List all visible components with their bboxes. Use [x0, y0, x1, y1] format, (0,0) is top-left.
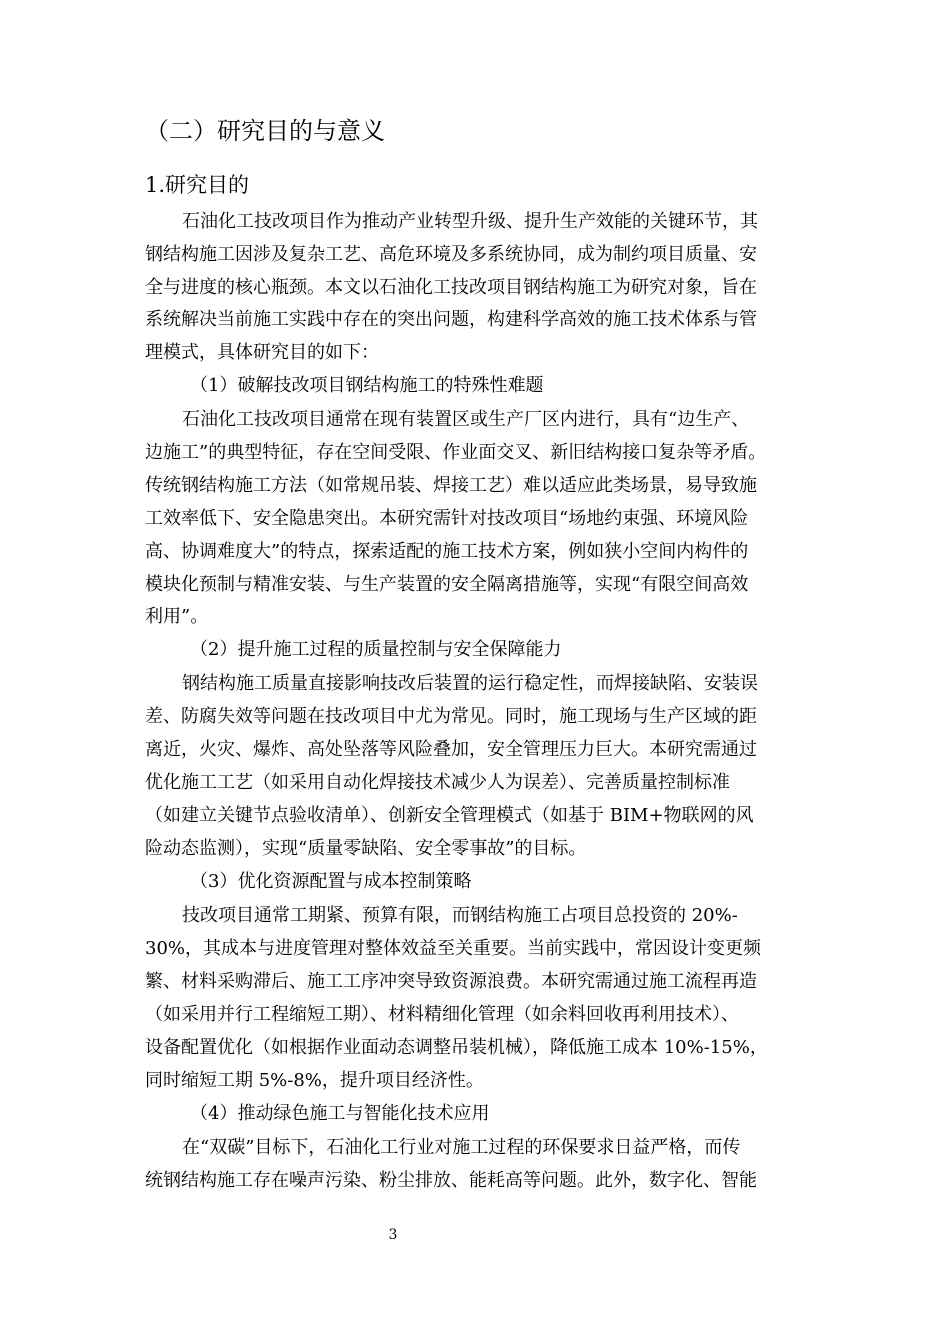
paragraph-line: 钢结构施工因涉及复杂工艺、高危环境及多系统协同，成为制约项目质量、安	[145, 244, 757, 265]
paragraph-line: 模块化预制与精准安装、与生产装置的安全隔离措施等，实现“有限空间高效	[145, 574, 749, 595]
page-number: 3	[388, 1227, 398, 1243]
paragraph-line: 系统解决当前施工实践中存在的突出问题，构建科学高效的施工技术体系与管	[145, 309, 757, 330]
paragraph-line: 石油化工技改项目作为推动产业转型升级、提升生产效能的关键环节，其	[182, 211, 758, 232]
subsection-heading: 1.研究目的	[145, 173, 250, 197]
paragraph-line: 钢结构施工质量直接影响技改后装置的运行稳定性，而焊接缺陷、安装误	[182, 673, 758, 694]
paragraph-line: 离近，火灾、爆炸、高处坠落等风险叠加，安全管理压力巨大。本研究需通过	[145, 739, 757, 760]
paragraph-line: 石油化工技改项目通常在现有装置区或生产厂区内进行，具有“边生产、	[182, 409, 750, 430]
paragraph-line: 同时缩短工期 5%-8%，提升项目经济性。	[145, 1070, 484, 1091]
list-item-heading: （4）推动绿色施工与智能化技术应用	[190, 1103, 490, 1124]
paragraph-line: 30%，其成本与进度管理对整体效益至关重要。当前实践中，常因设计变更频	[145, 938, 762, 959]
paragraph-line: 边施工”的典型特征，存在空间受限、作业面交叉、新旧结构接口复杂等矛盾。	[145, 442, 767, 463]
section-heading: （二）研究目的与意义	[145, 117, 385, 145]
paragraph-line: （如建立关键节点验收清单）、创新安全管理模式（如基于 BIM+物联网的风	[145, 805, 754, 826]
list-item-heading: （3）优化资源配置与成本控制策略	[190, 871, 472, 892]
paragraph-line: 统钢结构施工存在噪声污染、粉尘排放、能耗高等问题。此外，数字化、智能	[145, 1170, 757, 1191]
paragraph-line: 利用”。	[145, 606, 209, 627]
paragraph-line: 全与进度的核心瓶颈。本文以石油化工技改项目钢结构施工为研究对象，旨在	[145, 277, 757, 298]
list-item-heading: （1）破解技改项目钢结构施工的特殊性难题	[190, 375, 544, 396]
paragraph-line: 技改项目通常工期紧、预算有限，而钢结构施工占项目总投资的 20%-	[182, 905, 738, 926]
paragraph-line: （如采用并行工程缩短工期）、材料精细化管理（如余料回收再利用技术）、	[145, 1004, 739, 1025]
paragraph-line: 理模式，具体研究目的如下：	[145, 342, 379, 363]
paragraph-line: 繁、材料采购滞后、施工工序冲突导致资源浪费。本研究需通过施工流程再造	[145, 971, 757, 992]
list-item-heading: （2）提升施工过程的质量控制与安全保障能力	[190, 639, 562, 660]
paragraph-line: 在“双碳”目标下，石油化工行业对施工过程的环保要求日益严格，而传	[182, 1137, 741, 1158]
paragraph-line: 优化施工工艺（如采用自动化焊接技术减少人为误差）、完善质量控制标准	[145, 772, 730, 793]
paragraph-line: 工效率低下、安全隐患突出。本研究需针对技改项目“场地约束强、环境风险	[145, 508, 749, 529]
paragraph-line: 险动态监测），实现“质量零缺陷、安全零事故”的目标。	[145, 838, 587, 859]
paragraph-line: 设备配置优化（如根据作业面动态调整吊装机械），降低施工成本 10%-15%，	[145, 1037, 768, 1058]
paragraph-line: 高、协调难度大”的特点，探索适配的施工技术方案，例如狭小空间内构件的	[145, 541, 749, 562]
paragraph-line: 传统钢结构施工方法（如常规吊装、焊接工艺）难以适应此类场景，易导致施	[145, 475, 757, 496]
paragraph-line: 差、防腐失效等问题在技改项目中尤为常见。同时，施工现场与生产区域的距	[145, 706, 757, 727]
